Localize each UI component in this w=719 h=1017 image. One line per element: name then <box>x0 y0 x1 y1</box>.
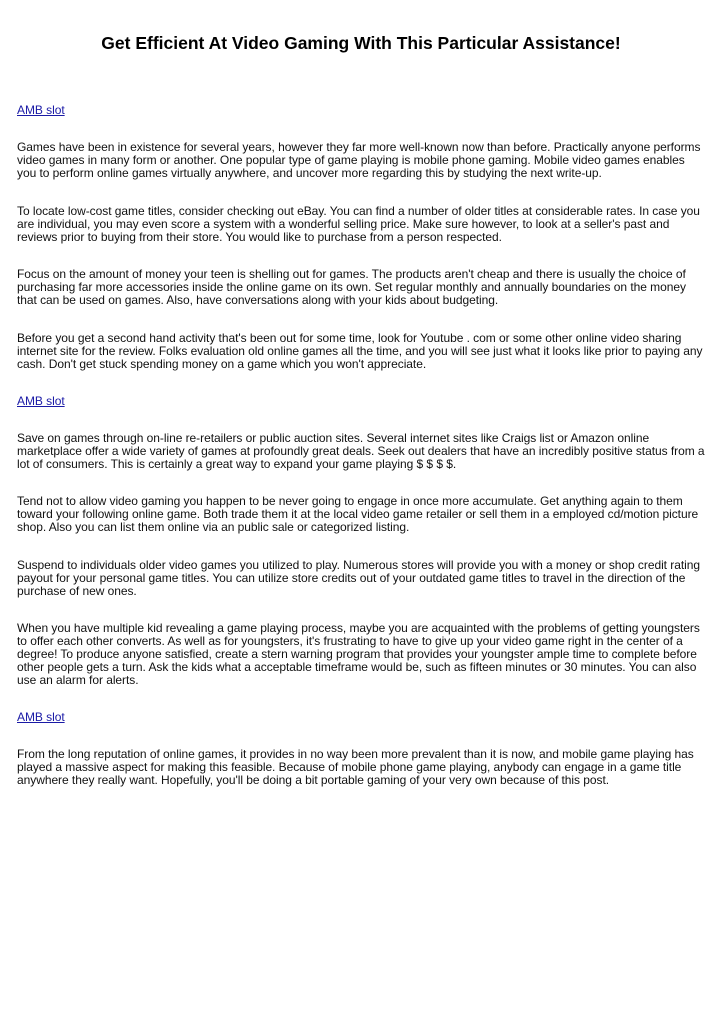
paragraph-3: Focus on the amount of money your teen is shelling out for games. The products aren't cheap and there is usually the choice of purchasing far more accessories inside the online game on its own. Set regular monthly and annually boundaries on the money that can be used on games. Also, have conversations along with your kids about budgeting. <box>17 267 686 307</box>
amb-slot-link-2[interactable]: AMB slot <box>17 394 65 408</box>
paragraph-4: Before you get a second hand activity that's been out for some time, look for Youtube . com or some other online video sharing internet site for the review. Folks evaluation old online games all the time, and you will see just what it looks like prior to paying any cash. Don't get stuck spending money on a game which you won't appreciate. <box>17 331 703 371</box>
page-title: Get Efficient At Video Gaming With This Particular Assistance! <box>101 33 621 53</box>
amb-slot-link-3[interactable]: AMB slot <box>17 710 65 724</box>
paragraph-9: From the long reputation of online games, it provides in no way been more prevalent than it is now, and mobile game playing has played a massive aspect for making this feasible. Because of mobile phone game playing, anybody can engage in a game title anywhere they really want. Hopefully, you'll be doing a bit portable gaming of your very own because of this post. <box>17 747 694 787</box>
amb-slot-link-1[interactable]: AMB slot <box>17 103 65 117</box>
paragraph-7: Suspend to individuals older video games you utilized to play. Numerous stores will provide you with a money or shop credit rating payout for your personal game titles. You can utilize store credits out of your outdated game titles to travel in the direction of the purchase of new ones. <box>17 558 700 598</box>
paragraph-8: When you have multiple kid revealing a game playing process, maybe you are acquainted with the problems of getting youngsters to offer each other converts. As well as for youngsters, it's frustrating to have to give up your video game right in the center of a degree! To produce anyone satisfied, create a stern warning program that provides your youngster ample time to complete before other people gets a turn. Ask the kids what a acceptable timeframe would be, such as fifteen minutes or 30 minutes. You can also use an alarm for alerts. <box>17 621 700 687</box>
paragraph-1: Games have been in existence for several years, however they far more well-known now than before. Practically anyone performs video games in many form or another. One popular type of game playing is mobile phone gaming. Mobile video games enables you to perform online games virtually anywhere, and uncover more regarding this by studying the next write-up. <box>17 140 701 180</box>
paragraph-6: Tend not to allow video gaming you happen to be never going to engage in once more accumulate. Get anything again to them toward your following online game. Both trade them it at the local video game retailer or sell them in a employed cd/motion picture shop. Also you can list them online via an public sale or categorized listing. <box>17 494 699 534</box>
paragraph-2: To locate low-cost game titles, consider checking out eBay. You can find a number of older titles at considerable rates. In case you are individual, you may even score a system with a wonderful selling price. Make sure however, to look at a seller's past and reviews prior to buying from their store. You would like to purchase from a person respected. <box>17 204 700 244</box>
paragraph-5: Save on games through on-line re-retailers or public auction sites. Several internet sites like Craigs list or Amazon online marketplace offer a wide variety of games at profoundly great deals. Seek out dealers that have an incredibly positive status from a lot of consumers. This is certainly a great way to expand your game playing $ $ $ $. <box>17 431 705 471</box>
